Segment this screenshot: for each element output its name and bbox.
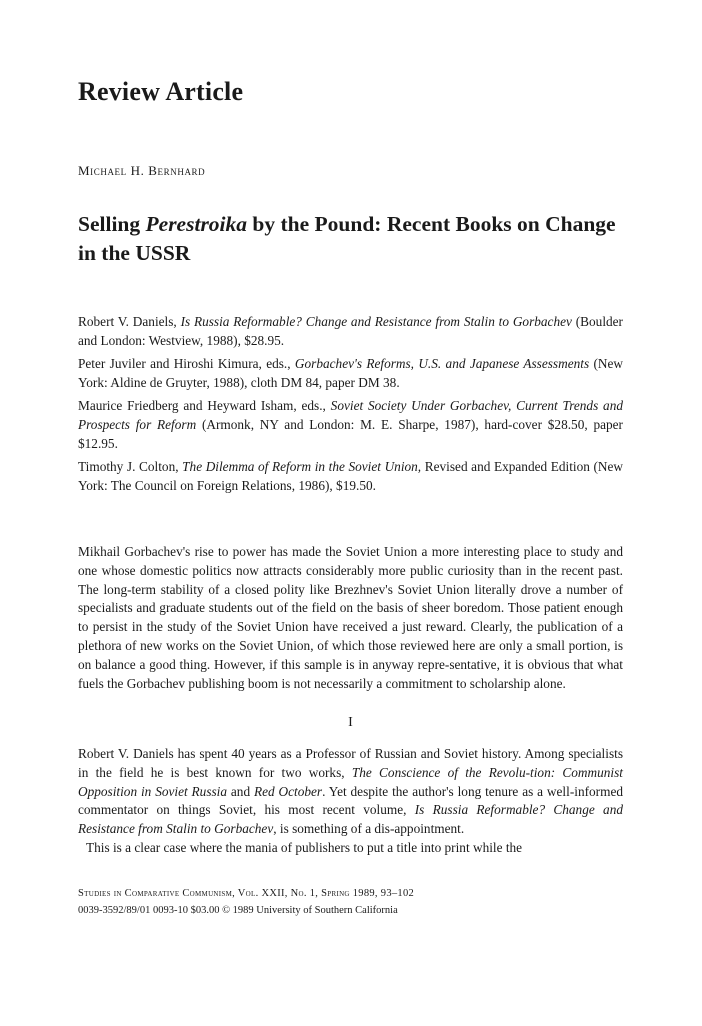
section-paragraph xyxy=(78,745,623,839)
text-run: and xyxy=(227,783,254,799)
text-run: Robert V. Daniels has spent 40 years as a Professor of Russian and Soviet history. Among specialists in the field he is best known for two works, xyxy=(78,746,623,780)
title-part-1: Selling xyxy=(78,212,146,236)
book-details: Revised and Expanded Edition (New York: The Council on Foreign Relations, 1986), $19.50. xyxy=(78,459,624,493)
book-entry xyxy=(78,396,623,453)
journal-citation: Studies in Comparative Communism, Vol. XXII, No. 1, Spring 1989, 93–102 xyxy=(78,888,415,899)
page-footer xyxy=(78,885,623,919)
book-entry xyxy=(78,354,623,392)
article-title xyxy=(78,210,623,268)
italic-title: The Conscience of the Revolu-tion: Communist Opposition in Soviet Russia xyxy=(78,764,623,799)
title-italic: Perestroika xyxy=(145,212,248,236)
book-entry xyxy=(78,457,623,495)
book-entry xyxy=(78,312,623,350)
intro-paragraph: Mikhail Gorbachev's rise to power has made the Soviet Union a more interesting place to study and one whose domestic politics now attracts considerably more public curiosity than in the recent past. The long-term stability of a closed polity like Brezhnev's Soviet Union literally drove a number of specialists and graduate students out of the field on the basis of sheer boredom. Those patient enough to persist in the study of the Soviet Union have received a just reward. Clearly, the publication of a plethora of new works on the Soviet Union, of which those reviewed here are only a small portion, is on balance a good thing. However, if this sample is in anyway repre-sentative, it is obvious that what fuels the Gorbachev publishing boom is not necessarily a commitment to scholarship alone. xyxy=(78,544,623,691)
section-number: I xyxy=(348,715,353,730)
book-details: (Boulder and London: Westview, 1988), $28.95. xyxy=(78,314,623,348)
text-run: . Yet despite the author's long tenure as a well-informed commentator on things Soviet, his most recent volume, xyxy=(78,783,623,818)
book-author: Peter Juviler and Hiroshi Kimura, eds., xyxy=(78,356,291,371)
book-author: Timothy J. Colton, xyxy=(78,459,179,474)
book-details: (Armonk, NY and London: M. E. Sharpe, 1987), hard-cover $28.50, paper $12.95. xyxy=(78,417,623,451)
article-author: Michael H. Bernhard xyxy=(78,163,206,178)
book-title: The Dilemma of Reform in the Soviet Union, xyxy=(182,459,422,474)
continuation-line: This is a clear case where the mania of publishers to put a title into print while the xyxy=(86,840,523,855)
book-title: Soviet Society Under Gorbachev, Current Trends and Prospects for Reform xyxy=(78,398,624,432)
italic-title: Red October xyxy=(253,783,323,799)
italic-title: Is Russia Reformable? Change and Resistance from Stalin to Gorbachev xyxy=(78,802,623,837)
book-title: Gorbachev's Reforms, U.S. and Japanese Assessments xyxy=(294,356,590,371)
book-details: (New York: Aldine de Gruyter, 1988), cloth DM 84, paper DM 38. xyxy=(78,356,624,390)
text-run: , is something of a dis-appointment. xyxy=(273,821,465,837)
title-part-2: by the Pound: Recent Books on Change in the USSR xyxy=(78,212,616,265)
book-author: Maurice Friedberg and Heyward Isham, eds., xyxy=(78,398,326,413)
copyright-line: 0039-3592/89/01 0093-10 $03.00 © 1989 University of Southern California xyxy=(78,905,398,916)
section-label: Review Article xyxy=(78,77,244,106)
book-author: Robert V. Daniels, xyxy=(78,314,177,329)
reviewed-books-list xyxy=(78,312,623,499)
book-title: Is Russia Reformable? Change and Resistance from Stalin to Gorbachev xyxy=(180,314,572,329)
